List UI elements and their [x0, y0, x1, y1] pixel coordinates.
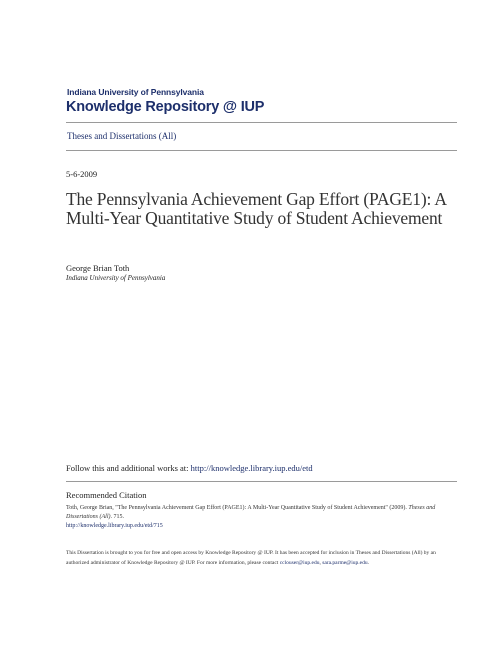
document-title: The Pennsylvania Achievement Gap Effort (PAGE1): A Multi-Year Quantitative Study of Student Achievement — [66, 189, 446, 228]
citation-divider — [66, 481, 457, 482]
author-affiliation: Indiana University of Pennsylvania — [66, 274, 166, 282]
citation-number: . 715. — [110, 514, 124, 520]
notice-separator: , — [319, 559, 323, 566]
follow-link[interactable]: http://knowledge.library.iup.edu/etd — [190, 463, 313, 473]
follow-prefix: Follow this and additional works at: — [66, 463, 191, 473]
citation-block — [66, 504, 451, 531]
contact-email-2[interactable]: sara.parme@iup.edu — [322, 559, 368, 566]
collection-link[interactable]: Theses and Dissertations (All) — [67, 131, 177, 141]
contact-email-1[interactable]: cclouser@iup.edu — [279, 559, 320, 566]
citation-heading: Recommended Citation — [66, 490, 147, 500]
access-notice — [66, 549, 451, 568]
publication-date: 5-6-2009 — [66, 169, 98, 179]
follow-line — [66, 463, 313, 473]
author-name: George Brian Toth — [66, 263, 130, 273]
collection-divider — [66, 150, 457, 151]
citation-url[interactable]: http://knowledge.library.iup.edu/etd/715 — [66, 523, 163, 529]
citation-series: Theses and Dissertations (All) — [66, 505, 436, 520]
citation-text: Toth, George Brian, "The Pennsylvania Achievement Gap Effort (PAGE1): A Multi-Year Quantitative Study of Student Achievement" (2009). — [66, 505, 407, 511]
notice-end: . — [367, 559, 369, 566]
header-divider — [66, 122, 457, 123]
repository-link[interactable]: Knowledge Repository @ IUP — [66, 99, 265, 115]
notice-text: This Dissertation is brought to you for free and open access by Knowledge Repository @ IUP. It has been accepted for inclusion in Theses and Dissertations (All) by an authorized administrator of Knowledge Repository @ IUP. For more information, please contact — [66, 550, 436, 566]
institution-name: Indiana University of Pennsylvania — [67, 87, 204, 97]
